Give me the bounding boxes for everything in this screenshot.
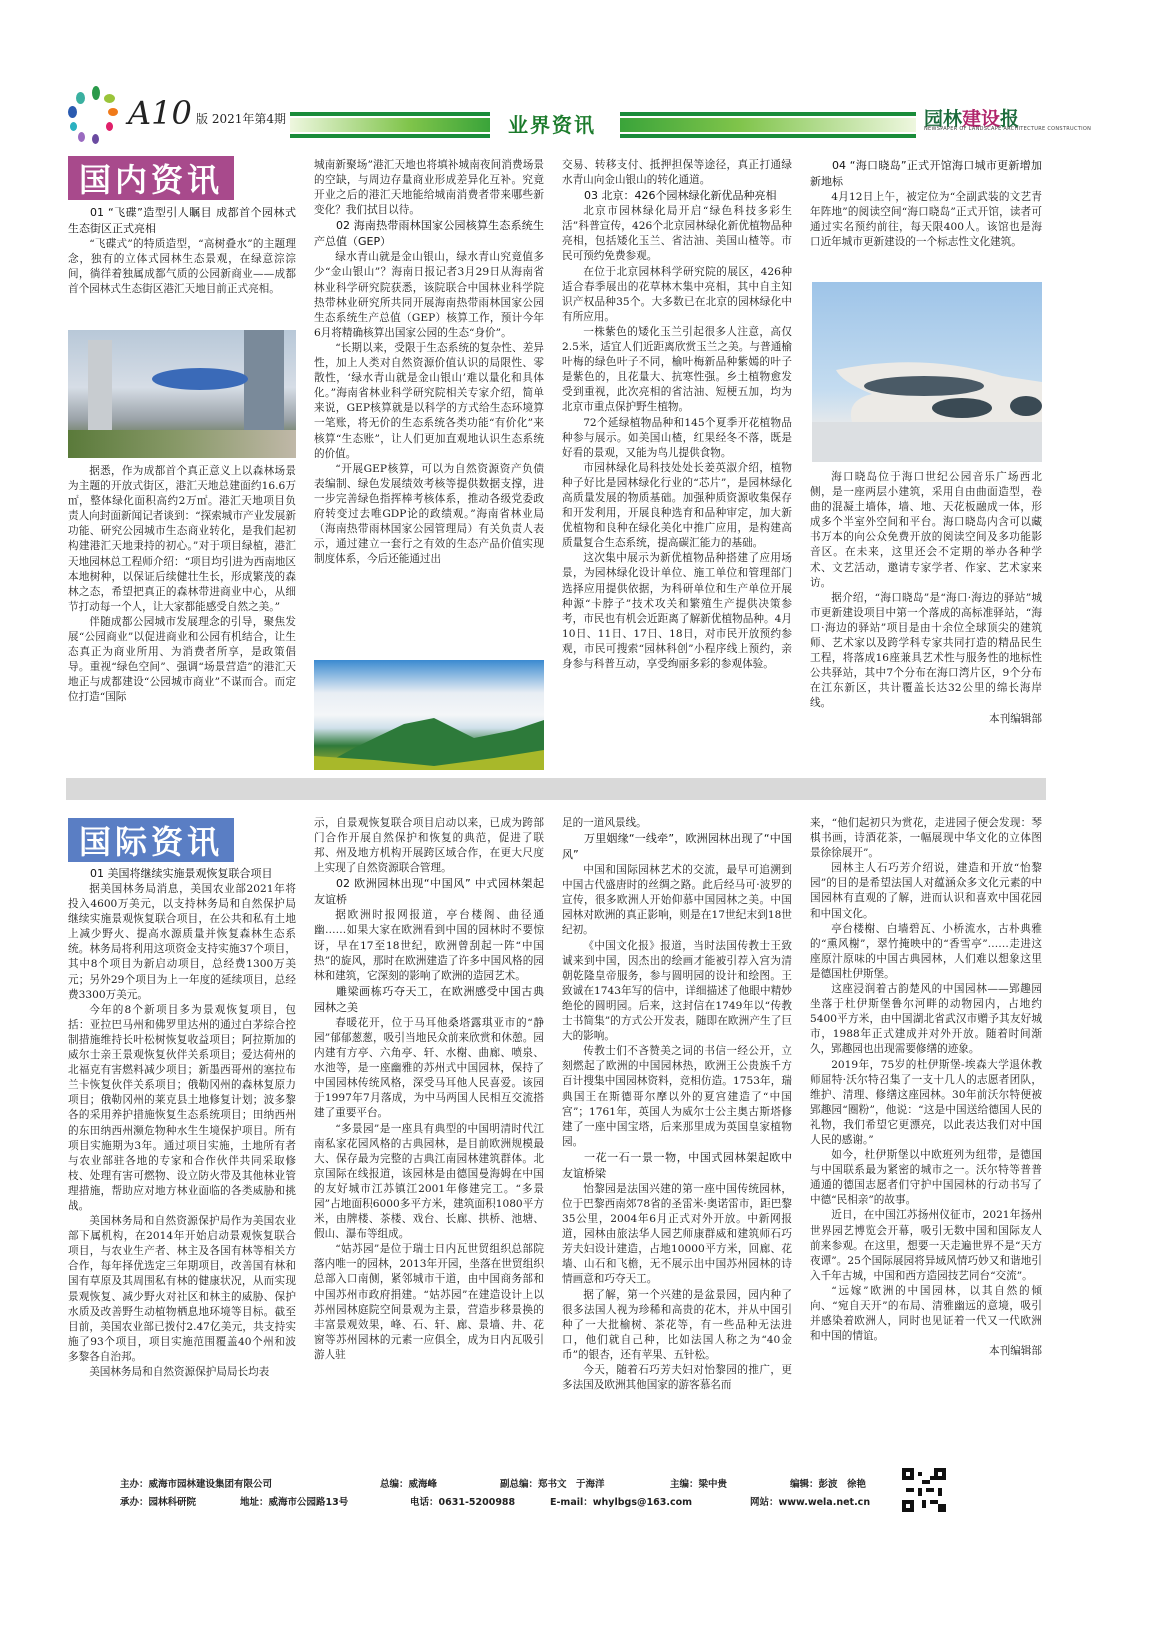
building-shape bbox=[812, 282, 1042, 462]
page-number: A10 bbox=[128, 94, 192, 132]
paragraph: 美国林务局和自然资源保护局局长均表 bbox=[89, 1366, 270, 1378]
paragraph: 市园林绿化局科技处处长姜英淑介绍，植物种子好比是园林绿化行业的“芯片”，是园林绿化高质量发展的物质基础。加强种质资源收集保存和开发利用，开展良种选育和品种审定，加大新优植物和良种在绿化美化中推广应用，是构建高质量复合生态系统，提高碳汇能力的基础。 bbox=[562, 461, 792, 550]
article-heading: 01 美国将继续实施景观恢复联合项目 bbox=[90, 867, 273, 880]
paragraph: 交易、转移支付、抵押担保等途径，真正打通绿水青山向金山银山的转化通道。 bbox=[562, 159, 792, 187]
footer-chief-editor: 总编：威海峰 bbox=[380, 1479, 438, 1490]
paragraph: 今年的8个新项目多为景观恢复项目，包括：亚拉巴马州和佛罗里达州的通过白茅综合控制措施维持长叶松树恢复收益项目；阿拉斯加的威尔士亲王景观恢复伙伴关系项目；爱达荷州的北福克有害燃料减少项目；新墨西哥州的塞拉布兰卡恢复伙伴关系项目；俄勒冈州的森林复原力项目；俄勒冈州的莱克县土地修复计划；波多黎各的采用养护措施恢复生态系统项目；田纳西州的东田纳西州濒危物种水生生境保护项目。所有项目实施期为3年。通过项目实施，土地所有者与农业部驻各地的专家和合作伙伴共同采取修枝、处理有害可燃物、设立防火带及其他林业管理措施，帮助应对地方林业面临的各类威胁和挑战。 bbox=[68, 1003, 296, 1212]
ufo-building-photo bbox=[68, 330, 296, 458]
paragraph: 春暖花开，位于马耳他桑塔露琪亚市的“静园”郁郁葱葱，吸引当地民众前来欣赏和休憩。园内建有方亭、六角亭、轩、水榭、曲廊、喷泉、水池等，是一座幽雅的苏州式中国园林，保持了中国园林传统风格，深受马耳他人民喜爱。该园于1997年7月落成，为中马两国人民相互交流搭建了重要平台。 bbox=[314, 1016, 544, 1120]
footer-sponsor: 主办：威海市园林建设集团有限公司 bbox=[120, 1479, 273, 1490]
paragraph: 据了解，第一个兴建的是盆景园，园内种了很多法国人视为珍稀和高贵的花木，并从中国引种了一大批榆树、茶花等，有一些品种无法进口，他们就自己种，比如法国人称之为“40金币”的银杏，还有苹果、五针松。 bbox=[562, 1288, 792, 1361]
footer-organizer: 承办：园林科研院 bbox=[120, 1497, 197, 1508]
paragraph: 据介绍，“海口晓岛”是“海口·海边的驿站”城市更新建设项目中第一个落成的高标准驿站，“海口·海边的驿站”项目是由十余位全球顶尖的建筑师、艺术家以及跨学科专家共同打造的精品民生工程，将落成16座兼具艺术性与服务性的地标性公共驿站，其中7个分布在海口湾片区，9个分布在江东新区，共计覆盖长达32公里的绵长海岸线。 bbox=[810, 591, 1042, 710]
signature: 本刊编辑部 bbox=[989, 712, 1042, 725]
brand-text-b: 建设 bbox=[962, 108, 1001, 130]
domestic-column-1-cont bbox=[68, 464, 296, 706]
section-divider bbox=[66, 778, 1046, 800]
paragraph: 足的一道风景线。 bbox=[562, 817, 647, 829]
paragraph: 怡黎园是法国兴建的第一座中国传统园林，位于巴黎西南郊78省的圣雷米·奥诺雷市，距巴黎35公里，2004年6月正式对外开放。中新网报道，园林由旅法华人园艺师康群威和建筑师石巧芳夫妇设计建造，占地10000平方米，回廊、花墙、山石和飞檐，无不展示出中国苏州园林的诗情画意和巧夺天工。 bbox=[562, 1182, 792, 1286]
paragraph: 据悉，作为成都首个真正意义上以森林场景为主题的开放式街区，港汇天地总建面约16.6万㎡，整体绿化面积高约2万㎡。港汇天地项目负责人向封面新闻记者谈到：“探索城市产业发展新功能、研究公园城市生态商业转化，是我们起初构建港汇天地秉持的初心。”对于项目绿植，港汇天地园林总工程师介绍：“项目均引进为西南地区本地树种，以保证后续健壮生长，形成繁茂的森林之态，希望把真正的森林带进商业中心，从细节打动每一个人，让大家都能感受自然之美。” bbox=[68, 465, 296, 613]
photo-ground bbox=[68, 430, 296, 458]
paragraph: 来，“他们起初只为赏花，走进园子便会发现：琴棋书画，诗酒花茶，一幅展现中华文化的立体图景徐徐展开”。 bbox=[810, 817, 1042, 860]
photo-tower-shape bbox=[88, 340, 112, 430]
footer-deputy-editor: 副总编：郑书文 于海洋 bbox=[500, 1479, 605, 1490]
paragraph: 园林主人石巧芳介绍说，建造和开放“怡黎园”的目的是希望法国人对蕴涵众多文化元素的中国园林有直观的了解，进而认识和喜欢中国花园和中国文化。 bbox=[810, 862, 1042, 920]
brand-text-c: 报 bbox=[1000, 108, 1020, 130]
paragraph: “飞碟式”的特质造型，“高树叠水”的主题理念，独有的立体式园林生态景观，在绿意淙淙间，徜徉着独属成都气质的公园新商业——成都首个园林式生态街区港汇天地目前正式亮相。 bbox=[68, 238, 296, 296]
domestic-news-tag: 国内资讯 bbox=[68, 156, 234, 200]
mountain-shape bbox=[314, 660, 544, 770]
paragraph: “姑苏园”是位于瑞士日内瓦世贸组织总部院落内唯一的园林，2013年开园，坐落在世贸组织总部入口南侧，紧邻城市干道，由中国商务部和中国苏州市政府捐建。“姑苏园”在建造设计上以苏州园林庭院空间景观为主景，营造步移景换的丰富景观效果，峰、石、轩、廊、景墙、井、花窗等苏州园林的元素一应俱全，成为日内瓦吸引游人驻 bbox=[314, 1243, 544, 1361]
paragraph: 亭台楼榭、白墙碧瓦、小桥流水，古朴典雅的“熏风榭”，翠竹掩映中的“香雪亭”……走进这座原汁原味的中国古典园林，人们难以想象这里是德国杜伊斯堡。 bbox=[810, 922, 1042, 980]
section-title: 业界资讯 bbox=[508, 113, 596, 137]
article-heading: 02 海南热带雨林国家公园核算生态系统生产总值（GEP） bbox=[314, 219, 544, 249]
sub-heading: 一花一石一景一物，中国式园林架起欧中友谊桥梁 bbox=[562, 1150, 792, 1180]
footer-phone: 电话：0631-5200988 bbox=[410, 1497, 516, 1508]
brand-text-a: 园林 bbox=[924, 108, 963, 130]
domestic-column-2 bbox=[314, 158, 544, 567]
paragraph: “多景园”是一座具有典型的中国明清时代江南私家花园风格的古典园林，是目前欧洲规模最大、保存最为完整的古典江南园林建筑群体。北京国际在线报道，该园林是由德国曼海姆在中国的友好城市江苏镇江2001年修建完工。“多景园”占地面积6000多平方米，建筑面积1080平方米，由牌楼、茶楼、戏台、长廊、拱桥、池塘、假山、瀑布等组成。 bbox=[314, 1122, 544, 1241]
paragraph: 在位于北京园林科学研究院的展区，426种适合春季展出的花草林木集中亮相，其中自主知识产权品种35个。大多数已在北京的园林绿化中有所应用。 bbox=[562, 265, 792, 323]
footer-website[interactable]: 网站：www.wela.net.cn bbox=[750, 1497, 871, 1508]
masthead-bar-left bbox=[290, 112, 490, 138]
paragraph: 伴随成都公园城市发展理念的引导，聚焦发展“公园商业”以促进商业和公园有机结合，让生态真正为商业所用、为消费者所享，是政策倡导。重视“绿色空间”、强调“场景营造”的港汇天地正与成都建设“公园城市商业”不谋而合。而定位打造“国际 bbox=[68, 615, 296, 704]
domestic-column-4 bbox=[810, 158, 1042, 250]
intl-column-2 bbox=[314, 816, 544, 1363]
article-heading: 01 “飞碟”造型引人瞩目 成都首个园林式生态街区正式亮相 bbox=[68, 206, 296, 235]
sub-heading: 万里姻缘“一线牵”，欧洲园林出现了“中国风” bbox=[562, 832, 792, 862]
paragraph: 中国和国际园林艺术的交流，最早可追溯到中国古代盛唐时的丝绸之路。此后经马可·波罗的宣传，很多欧洲人开始仰慕中国园林之美。中国园林对欧洲的真正影响，则是在17世纪末到18世纪初。 bbox=[562, 864, 792, 937]
paragraph: 如今，杜伊斯堡以中欧班列为纽带，是德国与中国联系最为紧密的城市之一。沃尔特等普普通通的德国志愿者们守护中国园林的行动书写了中德“民相亲”的故事。 bbox=[810, 1149, 1042, 1207]
paragraph: 示，自景观恢复联合项目启动以来，已成为跨部门合作开展自然保护和恢复的典范，促进了联邦、州及地方机构开展跨区域合作，在更大尺度上实现了自然资源联合管理。 bbox=[314, 817, 544, 875]
paragraph: 这次集中展示为新优植物品种搭建了应用场景，为园林绿化设计单位、施工单位和管理部门选择应用提供依据，为科研单位和生产单位开展种源“卡脖子”技术攻关和繁殖生产提供决策参考，市民也有机会近距离了解新优植物品种。4月10日、11日、17日、18日，对市民开放预约参观，市民可搜索“园林科创”小程序线上预约，亲身参与科普互动，享受绚丽多彩的参观体验。 bbox=[562, 552, 792, 670]
paragraph: 城南新聚场”港汇天地也将填补城南夜间消费场景的空缺，与周边存量商业形成差异化互补。究竟开业之后的港汇天地能给城南消费者带来哪些新变化？我们拭目以待。 bbox=[314, 159, 544, 217]
paragraph: 一株紫色的矮化玉兰引起很多人注意，高仅2.5米，适宜人们近距离欣赏玉兰之美。与普通榆叶梅的绿色叶子不同，榆叶梅新品种紫嫣的叶子是紫色的，且花量大、抗寒性强。乡土植物愈发受到重视，此次亮相的省沽油、短梗五加，均为北京市重点保护野生植物。 bbox=[562, 325, 792, 414]
intl-column-1 bbox=[68, 866, 296, 1380]
sub-heading: 雕梁画栋巧夺天工，在欧洲感受中国古典园林之美 bbox=[314, 984, 544, 1014]
international-news-tag: 国际资讯 bbox=[68, 818, 234, 862]
paragraph: 《中国文化报》报道，当时法国传教士王致诚来到中国，因杰出的绘画才能被引荐入宫为清朝乾隆皇帝服务，参与圆明园的设计和绘图。王致诚在1743年写的信中，详细描述了他眼中精妙绝伦的圆明园。后来，这封信在1749年以“传教士书简集”的方式公开发表，随即在欧洲产生了巨大的影响。 bbox=[562, 939, 792, 1043]
haikou-island-library-photo bbox=[812, 282, 1042, 462]
footer-address: 地址：威海市公园路13号 bbox=[240, 1497, 349, 1508]
brand-subtitle: NEWSPAPER OF LANDSCAPE ARCHITECTURE CONSTRUCTION bbox=[924, 126, 1092, 132]
paragraph: 据美国林务局消息，美国农业部2021年将投入4600万美元，以支持林务局和自然保护局继续实施景观恢复联合项目，在公共和私有土地上减少野火、提高水源质量并恢复森林生态系统。林务局将利用这项资金支持实施37个项目，其中8个项目为新启动项目，总经费1300万美元；另外29个项目为上一年度的延续项目，总经费3300万美元。 bbox=[68, 883, 296, 1001]
paragraph: 北京市园林绿化局开启“绿色科技多彩生活”科普宣传，426个北京园林绿化新优植物品种亮相，包括矮化玉兰、省沽油、美国山楂等。市民可预约免费参观。 bbox=[562, 205, 792, 263]
paragraph: 近日，在中国江苏扬州仪征市，2021年扬州世界园艺博览会开幕，吸引无数中国和国际友人前来参观。在这里，想要一天走遍世界不是“天方夜谭”。25个国际展园将异域风情巧妙又和谐地引入千年古城，中国和西方造园技艺同台“交流”。 bbox=[810, 1209, 1042, 1282]
qr-code-icon bbox=[902, 1468, 946, 1512]
paragraph: 2019年，75岁的杜伊斯堡-埃森大学退休教师屈特·沃尔特召集了一支十几人的志愿者团队，维护、清理、修缮这座园林。30年前沃尔特便被郢趣园“圈粉”，他说：“这是中国送给德国人民的礼物，我们希望它更漂亮，以此表达我们对中国人民的感谢。” bbox=[810, 1058, 1042, 1146]
domestic-column-4-cont bbox=[810, 470, 1042, 727]
paragraph: 传教士们不吝赞美之词的书信一经公开，立刻燃起了欧洲的中国园林热，欧洲王公贵族千方百计搜集中国园林资料，竞相仿造。1753年，瑞典国王在斯德哥尔摩以外的夏宫建造了“中国宫”；1761年，英国人为威尔士公主奥古斯塔修建了一座中国宝塔，后来那里成为英国皇家植物园。 bbox=[562, 1045, 792, 1148]
intl-column-4 bbox=[810, 816, 1042, 1359]
domestic-column-1 bbox=[68, 205, 296, 297]
footer-editors: 编辑：彭波 徐艳 bbox=[790, 1479, 867, 1490]
footer-email[interactable]: E-mail：whylbgs@163.com bbox=[550, 1497, 692, 1508]
paragraph: 绿水青山就是金山银山，绿水青山究竟值多少“金山银山”？海南日报记者3月29日从海南省林业科学研究院获悉，该院联合中国林业科学院热带林业研究所共同开展海南热带雨林国家公园生态系统生产总值（GEP）核算工作，预计今年6月将精确核算出国家公园的生态“身价”。 bbox=[314, 251, 544, 339]
domestic-column-3 bbox=[562, 158, 792, 672]
paragraph: “开展GEP核算，可以为自然资源资产负债表编制、绿色发展绩效考核等提供数据支撑，进一步完善绿色指挥棒考核体系，推动各级党委政府转变过去唯GDP论的政绩观。”海南省林业局（海南热带雨林国家公园管理局）有关负责人表示，通过建立一套行之有效的生态产品价值实现制度体系，今后还能通过出 bbox=[314, 462, 544, 566]
photo-tower-shape bbox=[244, 330, 284, 440]
edition-label: 版 2021年第4期 bbox=[196, 112, 286, 126]
logo-petals-icon bbox=[66, 86, 130, 144]
rainforest-mountain-photo bbox=[314, 660, 544, 770]
paragraph: 4月12日上午，被定位为“全副武装的文艺青年阵地”的阅读空间“海口晓岛”正式开馆，读者可通过实名预约前往，每天限400人。该馆也是海口近年城市更新建设的一个标志性文化建筑。 bbox=[810, 191, 1042, 249]
article-heading: 03 北京：426个园林绿化新优品种亮相 bbox=[584, 189, 777, 203]
paragraph: “长期以来，受限于生态系统的复杂性、差异性，加上人类对自然资源价值认识的局限性、零散性，‘绿水青山就是金山银山’难以量化和具体化。”海南省林业科学研究院相关专家介绍，简单来说，GEP核算就是以科学的方式给生态环境算一笔账，将无价的生态系统各类功能“有价化”来核算“生态账”，让人们更加直观地认识生态系统的价值。 bbox=[314, 341, 544, 460]
article-heading: 04 “海口晓岛”正式开馆海口城市更新增加新地标 bbox=[810, 159, 1042, 188]
paragraph: “远嫁”欧洲的中国园林，以其自然的倾向、“宛自天开”的布局、清雅幽远的意境，吸引并感染着欧洲人，同时也见证着一代又一代欧洲和中国的情谊。 bbox=[810, 1284, 1042, 1343]
masthead-bar-right bbox=[620, 112, 916, 138]
paragraph: 海口晓岛位于海口世纪公园音乐广场西北侧，是一座两层小建筑，采用自由曲面造型，卷曲的混凝土墙体，墙、地、天花板融成一体，形成多个半室外空间和平台。海口晓岛内含可以藏书万本的向公众免费开放的阅读空间及多功能影音区。在未来，这里还会不定期的举办各种学术、文艺活动，邀请专家学者、作家、艺术家来访。 bbox=[810, 471, 1042, 589]
photo-ufo-shape bbox=[152, 368, 248, 390]
footer-editor-in-charge: 主编：梁中贵 bbox=[670, 1479, 728, 1490]
intl-column-3 bbox=[562, 816, 792, 1393]
paragraph: 今天，随着石巧芳夫妇对怡黎园的推广，更多法国及欧洲其他国家的游客慕名而 bbox=[562, 1364, 792, 1392]
paragraph: 72个延绿植物品种和145个夏季开花植物品种参与展示。如美国山楂，红果经冬不落，既是好看的景观，又能为鸟儿提供食物。 bbox=[562, 416, 792, 459]
paragraph: 美国林务局和自然资源保护局作为美国农业部下属机构，在2014年开始启动景观恢复联合项目，与农业生产者、林主及各国有林等相关方合作，每年择优选定三年期项目，改善国有林和国有草原及其周围私有林的健康状况，从而实现景观恢复、减少野火对社区和林主的威胁、保护水质及改善野生动植物栖息地环境等目标。截至目前，美国农业部已拨付2.47亿美元，共支持实施了93个项目，项目实施范围覆盖40个州和波多黎各自治邦。 bbox=[68, 1215, 296, 1363]
article-heading: 02 欧洲园林出现“中国风” 中式园林架起友谊桥 bbox=[314, 877, 544, 907]
paragraph: 这座浸润着古韵楚风的中国园林——郢趣园坐落于杜伊斯堡鲁尔河畔的动物园内，占地约5400平方米，由中国湖北省武汉市赠予其友好城市，1988年正式建成并对外开放。随着时间渐久，郢趣园也出现需要修缮的迹象。 bbox=[810, 983, 1042, 1056]
paragraph: 据欧洲时报网报道，亭台楼阁、曲径通幽……如果大家在欧洲看到中国的园林时不要惊讶，早在17至18世纪，欧洲曾刮起一阵“中国热”的旋风，那时在欧洲建造了许多中国风格的园林和建筑，它深刻的影响了欧洲的造园艺术。 bbox=[314, 909, 544, 982]
signature: 本刊编辑部 bbox=[989, 1345, 1042, 1358]
